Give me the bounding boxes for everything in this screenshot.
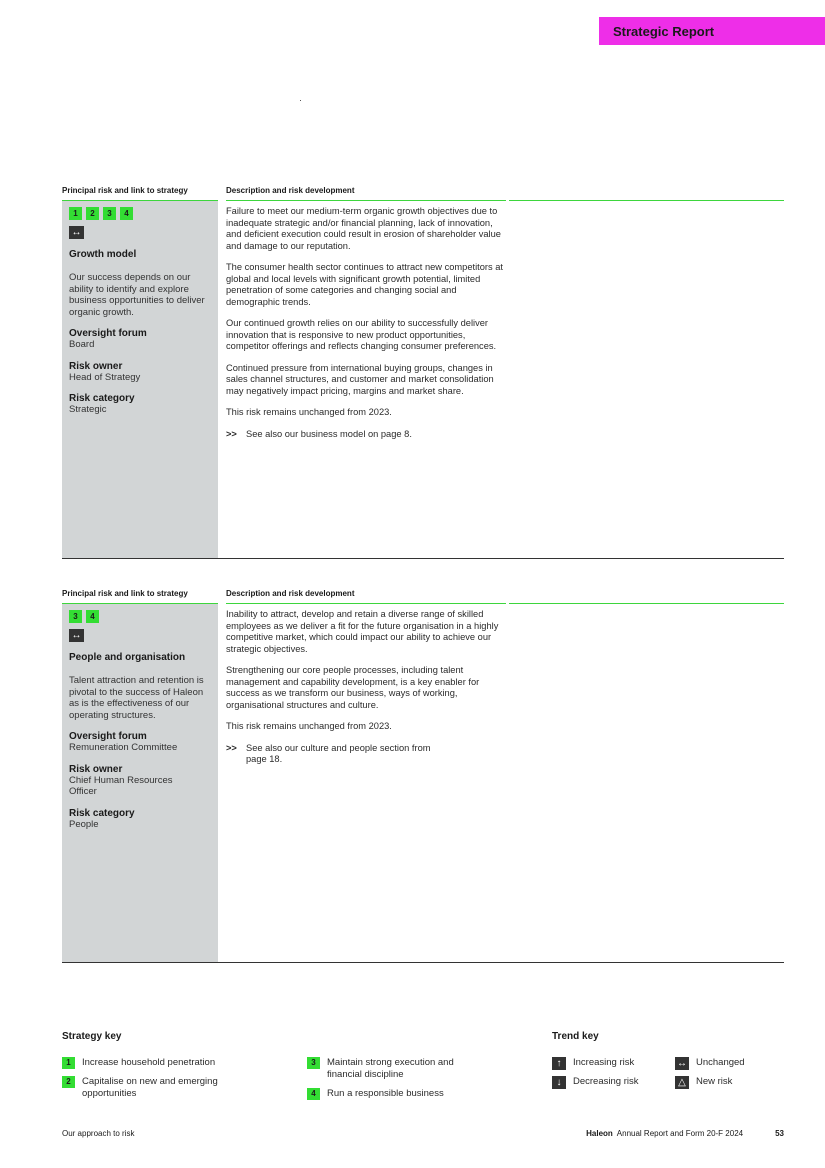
strategy-key-item xyxy=(307,1057,477,1080)
section-tab: Strategic Report xyxy=(599,17,825,45)
description-paragraph: The consumer health sector continues to attract new competitors at global and local levels with significant growth potential, limited penetration of some categories and changing social and demographic trends. xyxy=(226,262,503,307)
strategy-badge-1: 1 xyxy=(62,1057,75,1069)
keys-area xyxy=(62,1031,784,1111)
owner-label: Risk owner xyxy=(69,360,123,372)
footer-report: Annual Report and Form 20-F 2024 xyxy=(616,1129,744,1138)
arrow-down-icon: ↓ xyxy=(552,1076,566,1089)
strategy-key-label: Increase household penetration xyxy=(82,1057,216,1068)
category-value: People xyxy=(69,818,99,830)
risk-description xyxy=(226,609,506,766)
green-rule xyxy=(509,200,784,201)
double-arrow-icon: >> xyxy=(226,428,237,439)
strategy-key-label: Run a responsible business xyxy=(327,1088,444,1099)
see-also-link[interactable]: See also our culture and people section from page 18. xyxy=(246,742,431,764)
trend-key-item xyxy=(552,1076,638,1089)
page-number: 53 xyxy=(775,1129,784,1138)
oversight-label: Oversight forum xyxy=(69,731,147,742)
risk-block-people-and-organisation xyxy=(62,589,784,965)
see-also xyxy=(226,743,506,766)
strategy-key-item xyxy=(62,1057,215,1069)
strategy-badge-3: 3 xyxy=(69,610,82,623)
category-label: Risk category xyxy=(69,807,135,819)
footer-info xyxy=(586,1129,784,1138)
category-value: Strategic xyxy=(69,404,107,415)
section-divider xyxy=(62,558,784,559)
strategy-badge-4: 4 xyxy=(307,1088,320,1100)
trend-key-label: Unchanged xyxy=(696,1057,745,1068)
description-paragraph: Our continued growth relies on our ability to successfully deliver innovation that is responsive to new product opportunities, competitor offerings and reflects changing consumer preferences. xyxy=(226,318,497,351)
description-paragraph: Continued pressure from international buying groups, changes in sales channel structures, and customer and market consolidation may negatively impact pricing, margins and market share. xyxy=(226,362,494,396)
strategy-key-label: Capitalise on new and emerging opportunities xyxy=(82,1076,218,1099)
double-arrow-icon: >> xyxy=(226,742,237,753)
trend-key-label: New risk xyxy=(696,1076,733,1087)
column-header-left: Principal risk and link to strategy xyxy=(62,589,188,598)
footer-brand: Haleon xyxy=(586,1129,613,1138)
column-header-left: Principal risk and link to strategy xyxy=(62,186,188,195)
column-header-right: Description and risk development xyxy=(226,186,355,195)
footer-section: Our approach to risk xyxy=(62,1129,135,1138)
unchanged-icon: ↔ xyxy=(69,226,84,239)
strategy-badge-1: 1 xyxy=(69,207,82,220)
strategy-key-title: Strategy key xyxy=(62,1031,122,1042)
owner-value: Head of Strategy xyxy=(69,371,141,383)
oversight-label: Oversight forum xyxy=(69,328,147,339)
description-paragraph: Failure to meet our medium-term organic growth objectives due to inadequate strategic and/or financial planning, lack of innovation, and deficient execution could result in erosion of shareholder value and damage to our reputation. xyxy=(226,206,501,251)
description-paragraph: This risk remains unchanged from 2023. xyxy=(226,721,392,731)
strategy-badge-2: 2 xyxy=(62,1076,75,1088)
green-rule xyxy=(226,200,506,201)
oversight-value: Board xyxy=(69,339,95,350)
risk-block-growth-model xyxy=(62,186,784,561)
unchanged-icon: ↔ xyxy=(69,629,84,642)
risk-side-panel xyxy=(62,604,218,963)
owner-label: Risk owner xyxy=(69,763,123,775)
triangle-icon: △ xyxy=(675,1076,689,1089)
arrow-up-icon: ↑ xyxy=(552,1057,566,1070)
strategy-badge-3: 3 xyxy=(307,1057,320,1069)
risk-title: Growth model xyxy=(69,249,137,260)
risk-summary: Talent attraction and retention is pivotal to the success of Haleon as is the effectiveness of our operating structures. xyxy=(69,675,204,721)
trend-key-item xyxy=(675,1057,745,1070)
trend-key-title: Trend key xyxy=(552,1031,599,1042)
trend-key-label: Decreasing risk xyxy=(573,1076,639,1087)
section-divider xyxy=(62,962,784,963)
green-rule xyxy=(226,603,506,604)
stray-dot xyxy=(300,100,301,101)
strategy-badge-4: 4 xyxy=(86,610,99,623)
strategy-badges xyxy=(69,207,212,220)
trend-key-item xyxy=(675,1076,732,1089)
risk-description xyxy=(226,206,506,440)
description-paragraph: Strengthening our core people processes, including talent management and capability development, is a key enabler for success as we transform our business, ways of working, organisational structures and culture. xyxy=(226,665,480,710)
see-also-link[interactable]: See also our business model on page 8. xyxy=(246,428,412,439)
risk-side-panel xyxy=(62,201,218,559)
trend-key-item xyxy=(552,1057,634,1070)
risk-title: People and organisation xyxy=(69,652,186,663)
strategy-key-label: Maintain strong execution and financial discipline xyxy=(327,1057,454,1080)
green-rule xyxy=(509,603,784,604)
trend-key-label: Increasing risk xyxy=(573,1057,635,1068)
strategy-badges xyxy=(69,610,212,623)
description-paragraph: This risk remains unchanged from 2023. xyxy=(226,407,392,417)
unchanged-icon: ↔ xyxy=(677,1058,687,1069)
category-label: Risk category xyxy=(69,393,135,404)
risk-summary: Our success depends on our ability to identify and explore business opportunities to deliver organic growth. xyxy=(69,272,205,318)
strategy-key-item xyxy=(307,1088,444,1100)
owner-value: Chief Human Resources Officer xyxy=(69,774,173,797)
oversight-value: Remuneration Committee xyxy=(69,742,178,753)
strategy-badge-4: 4 xyxy=(120,207,133,220)
strategy-badge-2: 2 xyxy=(86,207,99,220)
strategy-key-item xyxy=(62,1076,252,1099)
see-also xyxy=(226,429,506,441)
description-paragraph: Inability to attract, develop and retain a diverse range of skilled employees as we deliver a fit for the future organisation in a highly competitive market, which could impact our ability to achieve our strategic objectives. xyxy=(226,609,499,654)
strategy-badge-3: 3 xyxy=(103,207,116,220)
column-header-right: Description and risk development xyxy=(226,589,355,598)
